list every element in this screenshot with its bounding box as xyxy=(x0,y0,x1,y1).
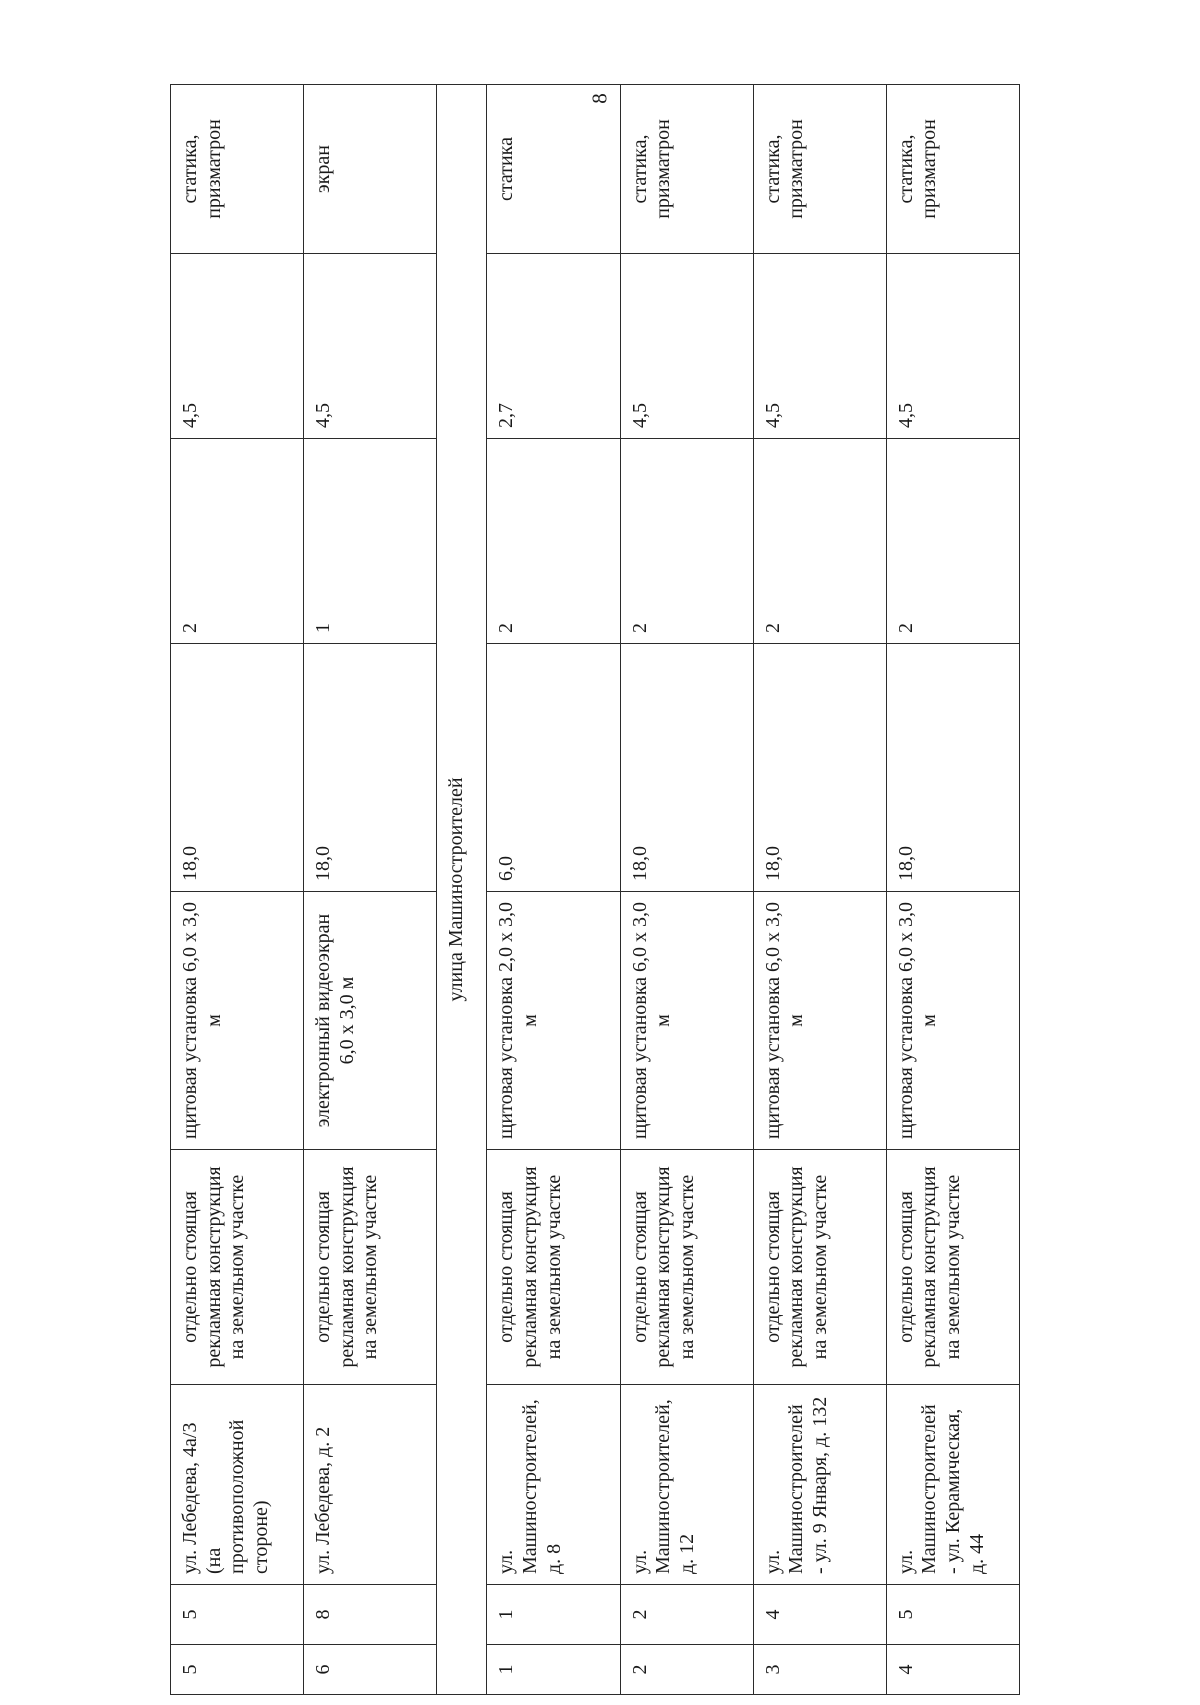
height-cell: 2,7 xyxy=(487,254,620,439)
sides-cell: 2 xyxy=(487,439,620,644)
display-kind-cell: статика, призматрон xyxy=(886,85,1019,254)
area-cell: 18,0 xyxy=(304,644,437,892)
area-cell: 6,0 xyxy=(487,644,620,892)
address-cell: ул. Машиностроителей - ул. 9 Января, д. 132 xyxy=(753,1385,886,1585)
construction-type-cell: отдельно стоящая рекламная конструкция на земельном участке xyxy=(753,1150,886,1385)
area-cell: 18,0 xyxy=(620,644,753,892)
row-number-cell: 3 xyxy=(753,1645,886,1695)
construction-type-cell: отдельно стоящая рекламная конструкция на земельном участке xyxy=(487,1150,620,1385)
installation-cell: электронный видеоэкран 6,0 х 3,0 м xyxy=(304,892,437,1150)
rotated-table-container xyxy=(170,85,1020,1695)
sides-cell: 2 xyxy=(171,439,304,644)
height-cell: 4,5 xyxy=(620,254,753,439)
row-number-cell: 6 xyxy=(304,1645,437,1695)
installation-cell: щитовая установка 6,0 х 3,0 м xyxy=(620,892,753,1150)
table-row xyxy=(620,85,753,1695)
section-title: улица Машиностроителей xyxy=(437,85,487,1695)
address-cell: ул. Лебедева, 4а/3 (на противоположной стороне) xyxy=(171,1385,304,1585)
area-cell: 18,0 xyxy=(171,644,304,892)
placements-table xyxy=(170,84,1020,1695)
sides-cell: 2 xyxy=(753,439,886,644)
construction-type-cell: отдельно стоящая рекламная конструкция на земельном участке xyxy=(171,1150,304,1385)
area-cell: 18,0 xyxy=(753,644,886,892)
height-cell: 4,5 xyxy=(886,254,1019,439)
height-cell: 4,5 xyxy=(304,254,437,439)
placement-number-cell: 5 xyxy=(886,1585,1019,1645)
table-row xyxy=(487,85,620,1695)
height-cell: 4,5 xyxy=(753,254,886,439)
installation-cell: щитовая установка 2,0 х 3,0 м xyxy=(487,892,620,1150)
address-cell: ул. Машиностроителей, д. 12 xyxy=(620,1385,753,1585)
sides-cell: 2 xyxy=(886,439,1019,644)
area-cell: 18,0 xyxy=(886,644,1019,892)
installation-cell: щитовая установка 6,0 х 3,0 м xyxy=(886,892,1019,1150)
table-row xyxy=(753,85,886,1695)
table-row xyxy=(171,85,304,1695)
display-kind-cell: экран xyxy=(304,85,437,254)
construction-type-cell: отдельно стоящая рекламная конструкция на земельном участке xyxy=(620,1150,753,1385)
row-number-cell: 4 xyxy=(886,1645,1019,1695)
display-kind-cell: статика, призматрон xyxy=(753,85,886,254)
construction-type-cell: отдельно стоящая рекламная конструкция на земельном участке xyxy=(304,1150,437,1385)
row-number-cell: 2 xyxy=(620,1645,753,1695)
page-number: 8 xyxy=(587,93,612,104)
sides-cell: 2 xyxy=(620,439,753,644)
placement-number-cell: 4 xyxy=(753,1585,886,1645)
row-number-cell: 5 xyxy=(171,1645,304,1695)
height-cell: 4,5 xyxy=(171,254,304,439)
placement-number-cell: 2 xyxy=(620,1585,753,1645)
row-number-cell: 1 xyxy=(487,1645,620,1695)
table-row xyxy=(886,85,1019,1695)
placement-number-cell: 8 xyxy=(304,1585,437,1645)
placement-number-cell: 1 xyxy=(487,1585,620,1645)
display-kind-cell: статика, призматрон xyxy=(171,85,304,254)
installation-cell: щитовая установка 6,0 х 3,0 м xyxy=(171,892,304,1150)
table-row xyxy=(304,85,437,1695)
display-kind-cell: статика, призматрон xyxy=(620,85,753,254)
construction-type-cell: отдельно стоящая рекламная конструкция на земельном участке xyxy=(886,1150,1019,1385)
address-cell: ул. Машиностроителей - ул. Керамическая, д. 44 xyxy=(886,1385,1019,1585)
installation-cell: щитовая установка 6,0 х 3,0 м xyxy=(753,892,886,1150)
placement-number-cell: 5 xyxy=(171,1585,304,1645)
section-row xyxy=(437,85,487,1695)
sides-cell: 1 xyxy=(304,439,437,644)
address-cell: ул. Лебедева, д. 2 xyxy=(304,1385,437,1585)
address-cell: ул. Машиностроителей, д. 8 xyxy=(487,1385,620,1585)
display-kind-cell: статика xyxy=(487,85,620,254)
table-frame xyxy=(170,85,1020,1695)
